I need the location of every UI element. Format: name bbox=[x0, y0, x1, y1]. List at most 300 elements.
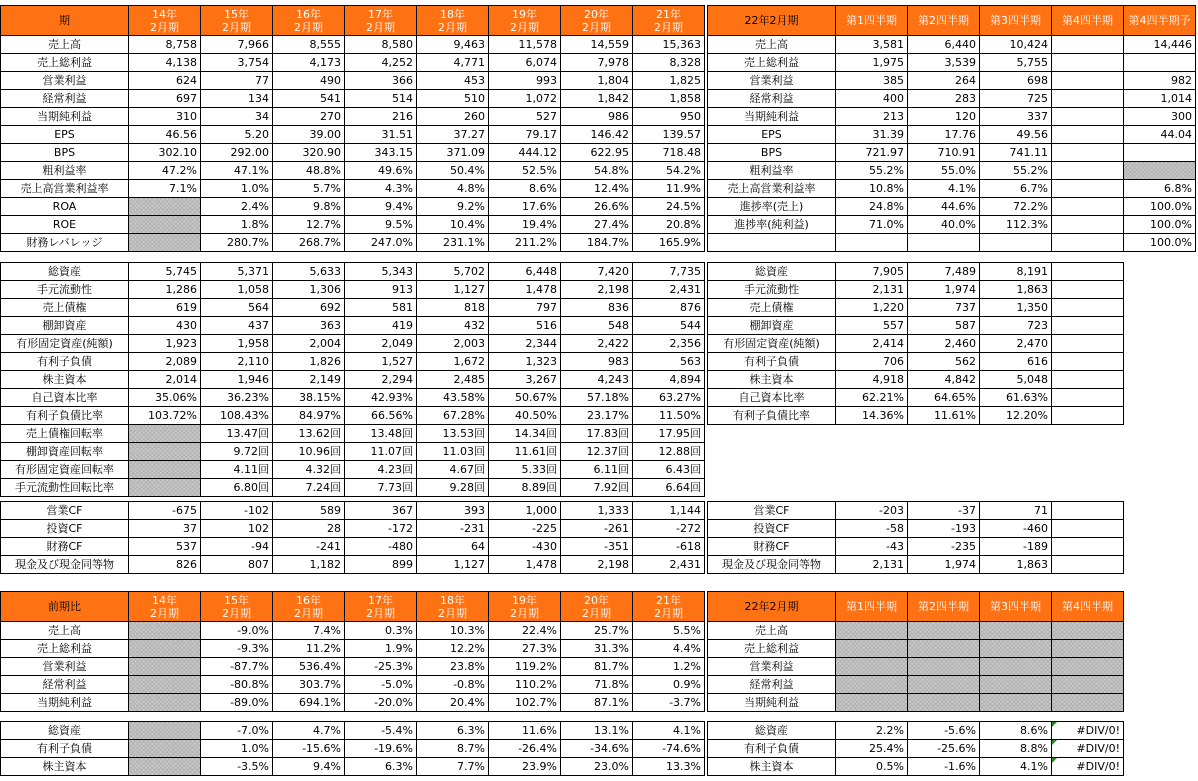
value-cell: 268.7% bbox=[273, 234, 345, 252]
value-cell: 100.0% bbox=[1124, 198, 1196, 216]
value-cell: 1,672 bbox=[417, 353, 489, 371]
row-label: 手元流動性 bbox=[1, 281, 129, 299]
value-cell: 9.8% bbox=[273, 198, 345, 216]
value-cell: 6,448 bbox=[489, 263, 561, 281]
value-cell: 55.2% bbox=[836, 162, 908, 180]
row-label: 株主資本 bbox=[1, 371, 129, 389]
value-cell: 11.61回 bbox=[489, 443, 561, 461]
value-cell: 1,072 bbox=[489, 90, 561, 108]
value-cell bbox=[1052, 371, 1124, 389]
table-row bbox=[708, 389, 1124, 407]
value-cell: -9.3% bbox=[201, 640, 273, 658]
value-cell: 1,826 bbox=[273, 353, 345, 371]
value-cell: 71 bbox=[980, 502, 1052, 520]
value-cell bbox=[1052, 36, 1124, 54]
quarterly-pl-table bbox=[707, 5, 1196, 252]
column-header: 第1四半期 bbox=[836, 592, 908, 622]
value-cell: 1,974 bbox=[908, 556, 980, 574]
value-cell: 11.61% bbox=[908, 407, 980, 425]
value-cell bbox=[1052, 502, 1124, 520]
column-header: 15年 2月期 bbox=[201, 6, 273, 36]
value-cell bbox=[129, 479, 201, 497]
value-cell: 13.3% bbox=[633, 758, 705, 776]
value-cell: 11.2% bbox=[273, 640, 345, 658]
value-cell: -25.6% bbox=[908, 740, 980, 758]
value-cell: 541 bbox=[273, 90, 345, 108]
value-cell bbox=[129, 740, 201, 758]
value-cell: 4,173 bbox=[273, 54, 345, 72]
value-cell: 50.67% bbox=[489, 389, 561, 407]
value-cell: 2,198 bbox=[561, 556, 633, 574]
value-cell: 444.12 bbox=[489, 144, 561, 162]
value-cell: 303.7% bbox=[273, 676, 345, 694]
value-cell: -5.6% bbox=[908, 722, 980, 740]
value-cell: 1,127 bbox=[417, 556, 489, 574]
value-cell: 7,489 bbox=[908, 263, 980, 281]
value-cell: 1,127 bbox=[417, 281, 489, 299]
value-cell: 15,363 bbox=[633, 36, 705, 54]
value-cell: 1,306 bbox=[273, 281, 345, 299]
table-row bbox=[708, 108, 1196, 126]
table-row bbox=[708, 658, 1124, 676]
row-label: 有形固定資産回転率 bbox=[1, 461, 129, 479]
value-cell: 11.9% bbox=[633, 180, 705, 198]
value-cell bbox=[129, 198, 201, 216]
value-cell: 8.6% bbox=[489, 180, 561, 198]
value-cell: 17.95回 bbox=[633, 425, 705, 443]
value-cell: 4,771 bbox=[417, 54, 489, 72]
value-cell: 292.00 bbox=[201, 144, 273, 162]
column-header: 19年 2月期 bbox=[489, 592, 561, 622]
value-cell: 110.2% bbox=[489, 676, 561, 694]
value-cell: 516 bbox=[489, 317, 561, 335]
value-cell: 25.4% bbox=[836, 740, 908, 758]
value-cell: 5,633 bbox=[273, 263, 345, 281]
value-cell: 40.50% bbox=[489, 407, 561, 425]
value-cell: 432 bbox=[417, 317, 489, 335]
value-cell: 6.11回 bbox=[561, 461, 633, 479]
value-cell: 17.76 bbox=[908, 126, 980, 144]
row-label: 総資産 bbox=[708, 722, 836, 740]
row-label: 売上債権回転率 bbox=[1, 425, 129, 443]
value-cell: 17.6% bbox=[489, 198, 561, 216]
value-cell: 146.42 bbox=[561, 126, 633, 144]
table-row bbox=[1, 658, 705, 676]
value-cell: 4.11回 bbox=[201, 461, 273, 479]
value-cell bbox=[836, 694, 908, 712]
value-cell: -272 bbox=[633, 520, 705, 538]
row-label: 有利子負債 bbox=[708, 353, 836, 371]
value-cell: 3,581 bbox=[836, 36, 908, 54]
table-row bbox=[1, 216, 705, 234]
value-cell: 899 bbox=[345, 556, 417, 574]
value-cell bbox=[980, 622, 1052, 640]
table-row bbox=[1, 198, 705, 216]
row-label: BPS bbox=[708, 144, 836, 162]
value-cell: 216 bbox=[345, 108, 417, 126]
header-row bbox=[1, 6, 705, 36]
value-cell: 6.7% bbox=[980, 180, 1052, 198]
value-cell: 47.1% bbox=[201, 162, 273, 180]
value-cell: 8,555 bbox=[273, 36, 345, 54]
value-cell: -94 bbox=[201, 538, 273, 556]
value-cell: 2,422 bbox=[561, 335, 633, 353]
table-row bbox=[1, 90, 705, 108]
row-label: 当期純利益 bbox=[1, 108, 129, 126]
value-cell: 1,286 bbox=[129, 281, 201, 299]
value-cell bbox=[1052, 90, 1124, 108]
value-cell: 0.5% bbox=[836, 758, 908, 776]
row-label: 棚卸資産 bbox=[1, 317, 129, 335]
row-label bbox=[708, 234, 836, 252]
row-label: 有利子負債 bbox=[708, 740, 836, 758]
table-row bbox=[708, 353, 1124, 371]
value-cell: 1,975 bbox=[836, 54, 908, 72]
value-cell: 557 bbox=[836, 317, 908, 335]
value-cell bbox=[980, 640, 1052, 658]
value-cell bbox=[1052, 234, 1124, 252]
value-cell: 6,440 bbox=[908, 36, 980, 54]
value-cell: 697 bbox=[129, 90, 201, 108]
value-cell: 40.0% bbox=[908, 216, 980, 234]
value-cell bbox=[1052, 658, 1124, 676]
value-cell: 706 bbox=[836, 353, 908, 371]
value-cell: 27.3% bbox=[489, 640, 561, 658]
row-label: 粗利益率 bbox=[708, 162, 836, 180]
table-row bbox=[708, 694, 1124, 712]
value-cell: 4,842 bbox=[908, 371, 980, 389]
row-label: 投資CF bbox=[708, 520, 836, 538]
value-cell: 7,905 bbox=[836, 263, 908, 281]
value-cell: 1,144 bbox=[633, 502, 705, 520]
value-cell: 20.4% bbox=[417, 694, 489, 712]
value-cell: 25.7% bbox=[561, 622, 633, 640]
value-cell: -261 bbox=[561, 520, 633, 538]
value-cell: 55.2% bbox=[980, 162, 1052, 180]
value-cell: 13.47回 bbox=[201, 425, 273, 443]
value-cell: 430 bbox=[129, 317, 201, 335]
value-cell: 7,966 bbox=[201, 36, 273, 54]
value-cell: 624 bbox=[129, 72, 201, 90]
value-cell: 49.56 bbox=[980, 126, 1052, 144]
value-cell bbox=[1052, 263, 1124, 281]
value-cell: 1,000 bbox=[489, 502, 561, 520]
value-cell: -460 bbox=[980, 520, 1052, 538]
value-cell: 31.3% bbox=[561, 640, 633, 658]
table-row bbox=[1, 281, 705, 299]
row-label: 総資産 bbox=[1, 263, 129, 281]
value-cell bbox=[1124, 54, 1196, 72]
row-label: 自己資本比率 bbox=[1, 389, 129, 407]
value-cell: 6,074 bbox=[489, 54, 561, 72]
column-header: 20年 2月期 bbox=[561, 592, 633, 622]
value-cell bbox=[1052, 520, 1124, 538]
value-cell: -675 bbox=[129, 502, 201, 520]
value-cell bbox=[1052, 281, 1124, 299]
table-row bbox=[708, 72, 1196, 90]
value-cell: 64 bbox=[417, 538, 489, 556]
value-cell: #DIV/0! bbox=[1052, 722, 1124, 740]
value-cell: 12.2% bbox=[417, 640, 489, 658]
column-header: 18年 2月期 bbox=[417, 6, 489, 36]
value-cell: 54.8% bbox=[561, 162, 633, 180]
value-cell: 5.33回 bbox=[489, 461, 561, 479]
value-cell: -351 bbox=[561, 538, 633, 556]
value-cell bbox=[129, 694, 201, 712]
table-row bbox=[1, 317, 705, 335]
value-cell: 698 bbox=[980, 72, 1052, 90]
table-row bbox=[1, 126, 705, 144]
value-cell: 5,048 bbox=[980, 371, 1052, 389]
table-caption: 前期比 bbox=[1, 592, 129, 622]
table-row bbox=[1, 54, 705, 72]
value-cell: 544 bbox=[633, 317, 705, 335]
table-row bbox=[708, 556, 1124, 574]
table-caption: 22年2月期 bbox=[708, 6, 836, 36]
table-row bbox=[708, 317, 1124, 335]
annual-pl-table bbox=[0, 5, 705, 252]
value-cell: 721.97 bbox=[836, 144, 908, 162]
value-cell: 11,578 bbox=[489, 36, 561, 54]
column-header: 第1四半期 bbox=[836, 6, 908, 36]
value-cell: 400 bbox=[836, 90, 908, 108]
value-cell bbox=[908, 676, 980, 694]
value-cell: -193 bbox=[908, 520, 980, 538]
value-cell bbox=[1052, 144, 1124, 162]
value-cell: 22.4% bbox=[489, 622, 561, 640]
value-cell: -34.6% bbox=[561, 740, 633, 758]
value-cell: 100.0% bbox=[1124, 216, 1196, 234]
value-cell: -37 bbox=[908, 502, 980, 520]
value-cell: 36.23% bbox=[201, 389, 273, 407]
value-cell: 1,478 bbox=[489, 556, 561, 574]
table-row bbox=[1, 36, 705, 54]
value-cell bbox=[836, 676, 908, 694]
value-cell: 283 bbox=[908, 90, 980, 108]
value-cell: 50.4% bbox=[417, 162, 489, 180]
annual-cf-table bbox=[0, 501, 705, 574]
value-cell: 31.51 bbox=[345, 126, 417, 144]
value-cell: 1,350 bbox=[980, 299, 1052, 317]
value-cell bbox=[980, 676, 1052, 694]
value-cell: 64.65% bbox=[908, 389, 980, 407]
row-label: BPS bbox=[1, 144, 129, 162]
value-cell bbox=[908, 694, 980, 712]
value-cell: 1.0% bbox=[201, 180, 273, 198]
row-label: 棚卸資産 bbox=[708, 317, 836, 335]
value-cell: 6.3% bbox=[417, 722, 489, 740]
row-label: 有利子負債 bbox=[1, 740, 129, 758]
row-label: 有形固定資産(純額) bbox=[1, 335, 129, 353]
table-row bbox=[1, 234, 705, 252]
value-cell bbox=[129, 676, 201, 694]
value-cell: 7.73回 bbox=[345, 479, 417, 497]
value-cell: -203 bbox=[836, 502, 908, 520]
value-cell: 366 bbox=[345, 72, 417, 90]
row-label: 粗利益率 bbox=[1, 162, 129, 180]
value-cell: 1,014 bbox=[1124, 90, 1196, 108]
value-cell: 797 bbox=[489, 299, 561, 317]
value-cell: 12.7% bbox=[273, 216, 345, 234]
value-cell: 2,131 bbox=[836, 281, 908, 299]
row-label: 営業利益 bbox=[1, 72, 129, 90]
table-row bbox=[1, 162, 705, 180]
value-cell: 363 bbox=[273, 317, 345, 335]
row-label: 営業利益 bbox=[708, 658, 836, 676]
value-cell: 4,918 bbox=[836, 371, 908, 389]
value-cell: 564 bbox=[201, 299, 273, 317]
value-cell: 48.8% bbox=[273, 162, 345, 180]
value-cell: 47.2% bbox=[129, 162, 201, 180]
value-cell: 2,003 bbox=[417, 335, 489, 353]
value-cell: 2,004 bbox=[273, 335, 345, 353]
row-label: 有利子負債比率 bbox=[708, 407, 836, 425]
value-cell: 165.9% bbox=[633, 234, 705, 252]
table-row bbox=[708, 90, 1196, 108]
value-cell: 7,978 bbox=[561, 54, 633, 72]
header-row bbox=[1, 592, 705, 622]
value-cell: 1,958 bbox=[201, 335, 273, 353]
value-cell: -5.4% bbox=[345, 722, 417, 740]
table-row bbox=[1, 299, 705, 317]
value-cell: 7.24回 bbox=[273, 479, 345, 497]
value-cell: 26.6% bbox=[561, 198, 633, 216]
value-cell bbox=[1052, 216, 1124, 234]
value-cell: 71.8% bbox=[561, 676, 633, 694]
value-cell: 11.07回 bbox=[345, 443, 417, 461]
value-cell: 6.8% bbox=[1124, 180, 1196, 198]
value-cell: -43 bbox=[836, 538, 908, 556]
table-row bbox=[708, 144, 1196, 162]
row-label: 売上債権 bbox=[708, 299, 836, 317]
header-row bbox=[708, 592, 1124, 622]
table-row bbox=[1, 443, 705, 461]
table-row bbox=[708, 371, 1124, 389]
value-cell: 993 bbox=[489, 72, 561, 90]
value-cell: 490 bbox=[273, 72, 345, 90]
table-row bbox=[708, 126, 1196, 144]
row-label: 投資CF bbox=[1, 520, 129, 538]
row-label: 現金及び現金同等物 bbox=[708, 556, 836, 574]
row-label: 売上高営業利益率 bbox=[1, 180, 129, 198]
table-row bbox=[708, 263, 1124, 281]
table-row bbox=[708, 758, 1124, 776]
value-cell: 9.72回 bbox=[201, 443, 273, 461]
value-cell: 514 bbox=[345, 90, 417, 108]
row-label: 財務CF bbox=[1, 538, 129, 556]
value-cell: 13.53回 bbox=[417, 425, 489, 443]
value-cell: 2,485 bbox=[417, 371, 489, 389]
value-cell bbox=[908, 640, 980, 658]
value-cell: 4.8% bbox=[417, 180, 489, 198]
value-cell: 393 bbox=[417, 502, 489, 520]
value-cell: 0.9% bbox=[633, 676, 705, 694]
value-cell: 983 bbox=[561, 353, 633, 371]
value-cell: 10,424 bbox=[980, 36, 1052, 54]
value-cell: 24.8% bbox=[836, 198, 908, 216]
value-cell: 4.4% bbox=[633, 640, 705, 658]
value-cell: -480 bbox=[345, 538, 417, 556]
value-cell: #DIV/0! bbox=[1052, 758, 1124, 776]
row-label: 株主資本 bbox=[708, 758, 836, 776]
value-cell: -9.0% bbox=[201, 622, 273, 640]
value-cell: 13.62回 bbox=[273, 425, 345, 443]
value-cell: 4,243 bbox=[561, 371, 633, 389]
value-cell: 4.1% bbox=[980, 758, 1052, 776]
value-cell: 1.0% bbox=[201, 740, 273, 758]
value-cell: 12.88回 bbox=[633, 443, 705, 461]
column-header: 20年 2月期 bbox=[561, 6, 633, 36]
column-header: 14年 2月期 bbox=[129, 592, 201, 622]
table-row bbox=[1, 622, 705, 640]
value-cell bbox=[1052, 676, 1124, 694]
value-cell: 44.6% bbox=[908, 198, 980, 216]
value-cell bbox=[1052, 556, 1124, 574]
value-cell: 6.64回 bbox=[633, 479, 705, 497]
table-row bbox=[1, 694, 705, 712]
table-row bbox=[1, 389, 705, 407]
value-cell: 6.3% bbox=[345, 758, 417, 776]
column-header: 16年 2月期 bbox=[273, 592, 345, 622]
column-header: 21年 2月期 bbox=[633, 592, 705, 622]
value-cell: -80.8% bbox=[201, 676, 273, 694]
value-cell: -58 bbox=[836, 520, 908, 538]
value-cell: 62.21% bbox=[836, 389, 908, 407]
value-cell: 6.43回 bbox=[633, 461, 705, 479]
value-cell: 2,344 bbox=[489, 335, 561, 353]
value-cell: 10.3% bbox=[417, 622, 489, 640]
table-row bbox=[1, 108, 705, 126]
value-cell: 986 bbox=[561, 108, 633, 126]
value-cell: 8.8% bbox=[980, 740, 1052, 758]
value-cell: 102.7% bbox=[489, 694, 561, 712]
value-cell: 8,191 bbox=[980, 263, 1052, 281]
value-cell: 5,702 bbox=[417, 263, 489, 281]
value-cell: -5.0% bbox=[345, 676, 417, 694]
value-cell: 63.27% bbox=[633, 389, 705, 407]
value-cell: 247.0% bbox=[345, 234, 417, 252]
value-cell: -87.7% bbox=[201, 658, 273, 676]
row-label: 売上総利益 bbox=[1, 640, 129, 658]
value-cell: -74.6% bbox=[633, 740, 705, 758]
value-cell: 1,974 bbox=[908, 281, 980, 299]
value-cell: 9,463 bbox=[417, 36, 489, 54]
value-cell: 46.56 bbox=[129, 126, 201, 144]
value-cell: 4.67回 bbox=[417, 461, 489, 479]
value-cell: -225 bbox=[489, 520, 561, 538]
row-label: 売上高 bbox=[708, 622, 836, 640]
value-cell: 1,182 bbox=[273, 556, 345, 574]
value-cell: 982 bbox=[1124, 72, 1196, 90]
table-row bbox=[1, 461, 705, 479]
quarterly-yoy-table bbox=[707, 591, 1124, 712]
value-cell: 11.6% bbox=[489, 722, 561, 740]
value-cell: 619 bbox=[129, 299, 201, 317]
row-label: 売上債権 bbox=[1, 299, 129, 317]
value-cell: 4.3% bbox=[345, 180, 417, 198]
value-cell: -7.0% bbox=[201, 722, 273, 740]
value-cell: 103.72% bbox=[129, 407, 201, 425]
value-cell: -1.6% bbox=[908, 758, 980, 776]
value-cell bbox=[129, 758, 201, 776]
value-cell bbox=[129, 443, 201, 461]
value-cell: 139.57 bbox=[633, 126, 705, 144]
value-cell: 1,825 bbox=[633, 72, 705, 90]
value-cell bbox=[908, 622, 980, 640]
value-cell: 320.90 bbox=[273, 144, 345, 162]
value-cell bbox=[980, 694, 1052, 712]
annual-yoy-table bbox=[0, 591, 705, 712]
